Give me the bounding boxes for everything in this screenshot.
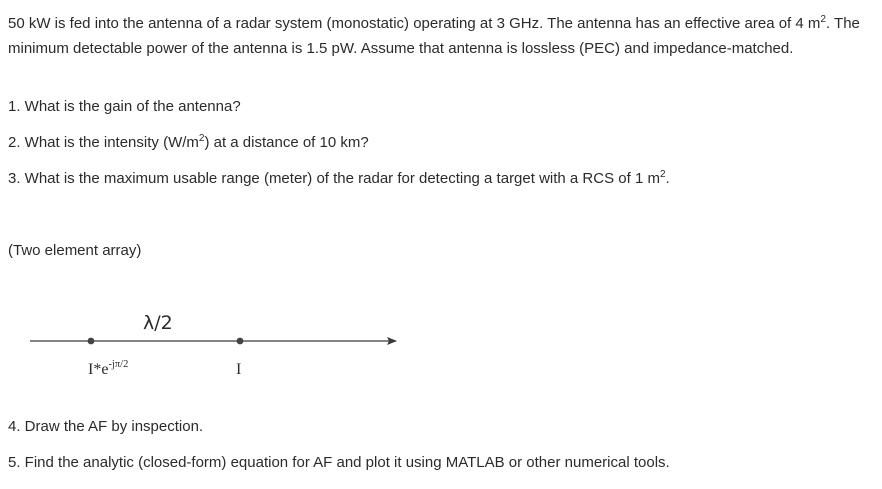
question-3-superscript: 2 — [659, 169, 666, 180]
left-element-dot — [88, 338, 95, 345]
question-3 — [8, 169, 670, 189]
question-3-post: . — [665, 170, 670, 187]
question-1: 1. What is the gain of the antenna? — [8, 98, 241, 115]
intro-text-2: . The minimum detectable power of the antenna is 1.5 pW. Assume that antenna is lossless (PEC) and impedance-matched. — [8, 15, 860, 57]
left-element-base: I*e — [88, 361, 109, 378]
question-2-post: ) at a distance of 10 km? — [204, 134, 369, 151]
right-element-dot — [237, 338, 244, 345]
question-2-superscript: 2 — [198, 133, 205, 144]
question-2 — [8, 133, 369, 153]
question-5: 5. Find the analytic (closed-form) equation for AF and plot it using MATLAB or other numerical tools. — [8, 454, 670, 471]
section-label: (Two element array) — [8, 242, 142, 259]
problem-intro — [8, 12, 868, 61]
question-3-pre: 3. What is the maximum usable range (meter) of the radar for detecting a target with a RCS of 1 m — [8, 170, 660, 187]
spacing-label: λ/2 — [143, 312, 173, 334]
intro-superscript: 2 — [820, 14, 826, 25]
left-element-exponent: -jπ/2 — [108, 359, 129, 370]
question-4: 4. Draw the AF by inspection. — [8, 418, 204, 435]
right-element-label: I — [236, 361, 242, 378]
two-element-array-diagram — [0, 300, 420, 390]
question-2-pre: 2. What is the intensity (W/m — [8, 134, 199, 151]
left-element-label — [88, 359, 128, 378]
intro-text-1: 50 kW is fed into the antenna of a radar system (monostatic) operating at 3 GHz. The antenna has an effective area of 4 m — [8, 15, 821, 32]
